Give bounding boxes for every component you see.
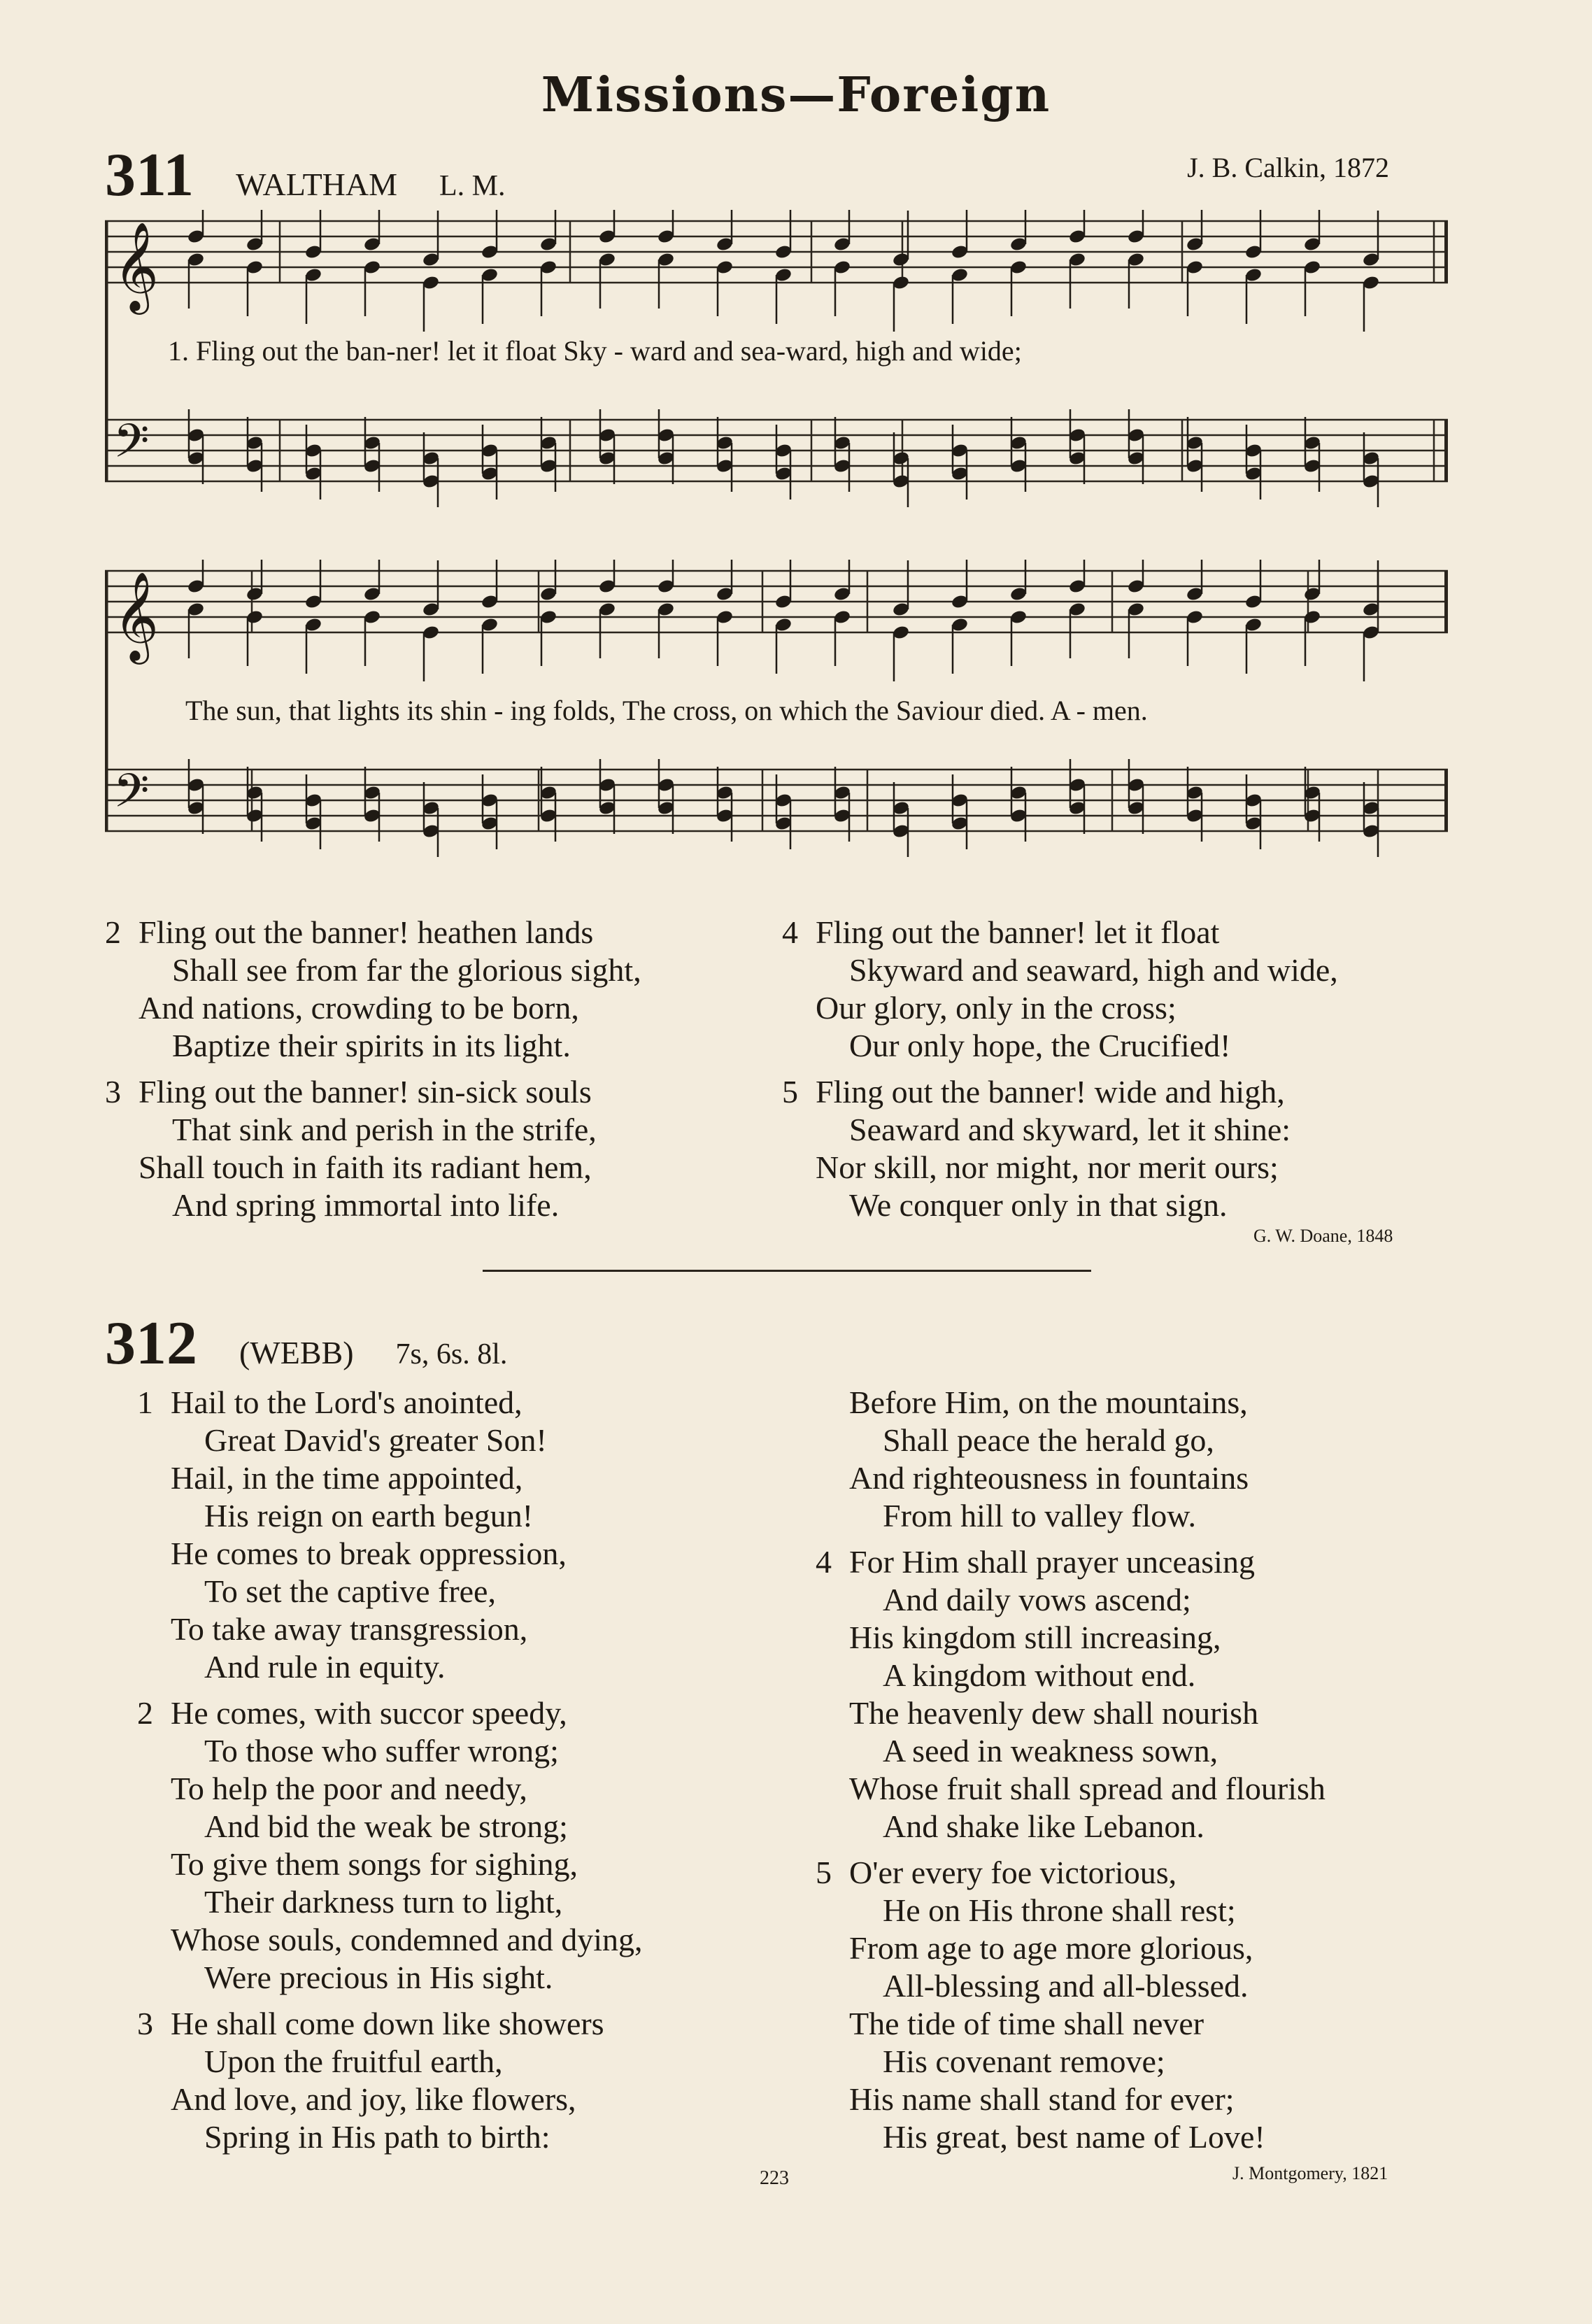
verse-line: [816, 1967, 1326, 2005]
verse-text: Fling out the banner! let it float: [816, 914, 1220, 950]
verse-line: [105, 1073, 641, 1111]
verse-line: [816, 1732, 1326, 1770]
verse-line: [816, 1497, 1326, 1535]
verse-text: The tide of time shall never: [849, 2006, 1204, 2041]
verse-text: Our only hope, the Crucified!: [849, 1028, 1231, 1063]
hymn-number: 312: [105, 1310, 197, 1377]
verse-number: 2: [105, 914, 121, 950]
verse-line: [782, 1073, 1338, 1111]
verse-line: [105, 1186, 641, 1224]
verse-line: [137, 1648, 643, 1686]
verse: [816, 1854, 1326, 2156]
verse-text: And bid the weak be strong;: [204, 1808, 568, 1844]
verse-text: To help the poor and needy,: [171, 1771, 527, 1806]
verse-line: [137, 1422, 643, 1459]
verse-text: Fling out the banner! heathen lands: [138, 914, 594, 950]
verse-number: 5: [816, 1855, 832, 1890]
verse-text: He shall come down like showers: [171, 2006, 604, 2041]
tune-name: WALTHAM: [236, 166, 398, 202]
hymn-311-header: [105, 140, 506, 211]
meter: L. M.: [439, 170, 506, 202]
section-title: Missions—Foreign: [541, 67, 1051, 123]
verse-text: Whose souls, condemned and dying,: [171, 1922, 643, 1957]
treble-clef-icon: 𝄞: [113, 571, 159, 660]
verse-line: [137, 1808, 643, 1845]
verse-line: [105, 1149, 641, 1186]
verse-line: [137, 1535, 643, 1573]
verse-text: That sink and perish in the strife,: [172, 1112, 597, 1147]
verse-line: [816, 1619, 1326, 1657]
verse-line: [137, 1732, 643, 1770]
verse-line: [137, 1883, 643, 1921]
composer: J. B. Calkin, 1872: [1187, 152, 1389, 183]
verse-line: [137, 1459, 643, 1497]
verse-line: [816, 2043, 1326, 2081]
verse-line: [137, 1497, 643, 1535]
verse-line: [782, 1111, 1338, 1149]
verse-text: Hail, in the time appointed,: [171, 1460, 523, 1496]
lyric-line-2: The sun, that lights its shin - ing folds, The cross, on which the Saviour died. A - men.: [185, 695, 1148, 726]
verse-line: [782, 989, 1338, 1027]
verse-text: Great David's greater Son!: [204, 1422, 547, 1458]
verse-text: To take away transgression,: [171, 1611, 528, 1647]
verse-line: [137, 1770, 643, 1808]
verse-line: [816, 2081, 1326, 2118]
verse-number: 4: [816, 1544, 832, 1580]
verse-line: [105, 951, 641, 989]
verse-number: 1: [137, 1384, 153, 1420]
verse-text: His covenant remove;: [883, 2043, 1165, 2079]
verse-text: He on His throne shall rest;: [883, 1892, 1236, 1928]
verse-text: His reign on earth begun!: [204, 1498, 534, 1533]
verse-line: [816, 1854, 1326, 1892]
bass-clef-icon: 𝄢: [113, 414, 150, 479]
treble-clef-icon: 𝄞: [113, 221, 159, 311]
verse-text: And daily vows ascend;: [883, 1582, 1191, 1617]
verse-line: [137, 1384, 643, 1422]
verse-line: [137, 1610, 643, 1648]
verse-text: Baptize their spirits in its light.: [172, 1028, 571, 1063]
verse-line: [816, 1808, 1326, 1845]
verse-line: [816, 1694, 1326, 1732]
verse-text: From hill to valley flow.: [883, 1498, 1197, 1533]
verse-text: Nor skill, nor might, nor merit ours;: [816, 1149, 1279, 1185]
verse-line: [782, 1027, 1338, 1065]
verse: [816, 1543, 1326, 1845]
verse-text: He comes to break oppression,: [171, 1536, 567, 1571]
verse: [816, 1384, 1326, 1535]
hymn-312-verses-right: [816, 1384, 1326, 2164]
verse-line: [137, 2081, 643, 2118]
verse-line: [782, 914, 1338, 951]
verse-text: And righteousness in fountains: [849, 1460, 1249, 1496]
author-attribution: G. W. Doane, 1848: [1253, 1226, 1393, 1246]
verse-number: 5: [782, 1074, 798, 1110]
verse-line: [816, 1384, 1326, 1422]
verse-line: [816, 1657, 1326, 1694]
verse: [137, 2005, 643, 2156]
verse-text: Shall see from far the glorious sight,: [172, 952, 641, 988]
verse-line: [782, 1149, 1338, 1186]
verse-line: [137, 1845, 643, 1883]
verse-line: [137, 2118, 643, 2156]
verse-line: [816, 1581, 1326, 1619]
verse-text: Our glory, only in the cross;: [816, 990, 1177, 1026]
verse-line: [816, 1422, 1326, 1459]
verse: [105, 1073, 641, 1224]
verse-line: [137, 1573, 643, 1610]
verse-line: [105, 1027, 641, 1065]
section-divider: [483, 1270, 1091, 1272]
hymn-312-verses-left: [137, 1384, 643, 2164]
verse-text: And love, and joy, like flowers,: [171, 2081, 576, 2117]
verse: [782, 1073, 1338, 1224]
verse-text: His great, best name of Love!: [883, 2119, 1265, 2155]
hymn-number: 311: [105, 141, 194, 209]
verse-text: His kingdom still increasing,: [849, 1620, 1221, 1655]
verse-line: [816, 1543, 1326, 1581]
verse-text: Spring in His path to birth:: [204, 2119, 550, 2155]
verse-line: [105, 989, 641, 1027]
verse-text: Their darkness turn to light,: [204, 1884, 563, 1920]
verse-number: 3: [105, 1074, 121, 1110]
verse-text: Before Him, on the mountains,: [849, 1384, 1248, 1420]
verse-line: [137, 1694, 643, 1732]
verse-line: [782, 951, 1338, 989]
verse-text: His name shall stand for ever;: [849, 2081, 1235, 2117]
verse-text: Whose fruit shall spread and flourish: [849, 1771, 1326, 1806]
verse-text: We conquer only in that sign.: [849, 1187, 1228, 1223]
author-attribution: J. Montgomery, 1821: [1232, 2163, 1388, 2183]
verse-line: [816, 2118, 1326, 2156]
verse: [137, 1694, 643, 1997]
verse-text: Fling out the banner! sin-sick souls: [138, 1074, 592, 1110]
verse-text: Were precious in His sight.: [204, 1960, 553, 1995]
verse: [782, 914, 1338, 1065]
verse-number: 3: [137, 2006, 153, 2041]
verse-text: For Him shall prayer unceasing: [849, 1544, 1255, 1580]
verse-text: A seed in weakness sown,: [883, 1733, 1218, 1769]
verse-text: And rule in equity.: [204, 1649, 446, 1685]
meter: 7s, 6s. 8l.: [395, 1338, 508, 1370]
verse-line: [105, 914, 641, 951]
verse-number: 4: [782, 914, 798, 950]
verse-line: [137, 2043, 643, 2081]
verse: [105, 914, 641, 1065]
verse-text: Fling out the banner! wide and high,: [816, 1074, 1285, 1110]
verse-text: The heavenly dew shall nourish: [849, 1695, 1259, 1731]
verse-text: Shall touch in faith its radiant hem,: [138, 1149, 592, 1185]
verse-line: [782, 1186, 1338, 1224]
verse-line: [137, 1959, 643, 1997]
verse-text: And nations, crowding to be born,: [138, 990, 579, 1026]
verse-line: [137, 1921, 643, 1959]
verse-text: All-blessing and all-blessed.: [883, 1968, 1249, 2004]
tune-name: (WEBB): [239, 1335, 354, 1370]
verse-text: Upon the fruitful earth,: [204, 2043, 503, 2079]
verse-line: [137, 2005, 643, 2043]
verse-text: O'er every foe victorious,: [849, 1855, 1177, 1890]
verse-number: 2: [137, 1695, 153, 1731]
verse-line: [816, 2005, 1326, 2043]
lyric-line-1: 1. Fling out the ban-ner! let it float Sky - ward and sea-ward, high and wide;: [168, 335, 1022, 367]
verse-text: Seaward and skyward, let it shine:: [849, 1112, 1291, 1147]
verse-line: [816, 1770, 1326, 1808]
verse-line: [816, 1459, 1326, 1497]
verse-line: [105, 1111, 641, 1149]
verse-text: A kingdom without end.: [883, 1657, 1196, 1693]
bass-clef-icon: 𝄢: [113, 764, 150, 829]
verse-text: To give them songs for sighing,: [171, 1846, 578, 1882]
verse: [137, 1384, 643, 1686]
verse-text: Shall peace the herald go,: [883, 1422, 1214, 1458]
verse-text: From age to age more glorious,: [849, 1930, 1253, 1966]
verse-text: He comes, with succor speedy,: [171, 1695, 567, 1731]
hymn-311-verses-right: [782, 914, 1338, 1233]
verse-text: To set the captive free,: [204, 1573, 496, 1609]
verse-line: [816, 1892, 1326, 1929]
verse-text: And spring immortal into life.: [172, 1187, 560, 1223]
hymn-312-header: [105, 1308, 507, 1379]
page-number: 223: [760, 2167, 789, 2189]
verse-text: Skyward and seaward, high and wide,: [849, 952, 1338, 988]
hymn-311-verses-left: [105, 914, 641, 1233]
verse-text: And shake like Lebanon.: [883, 1808, 1204, 1844]
verse-text: Hail to the Lord's anointed,: [171, 1384, 523, 1420]
verse-line: [816, 1929, 1326, 1967]
verse-text: To those who suffer wrong;: [204, 1733, 559, 1769]
